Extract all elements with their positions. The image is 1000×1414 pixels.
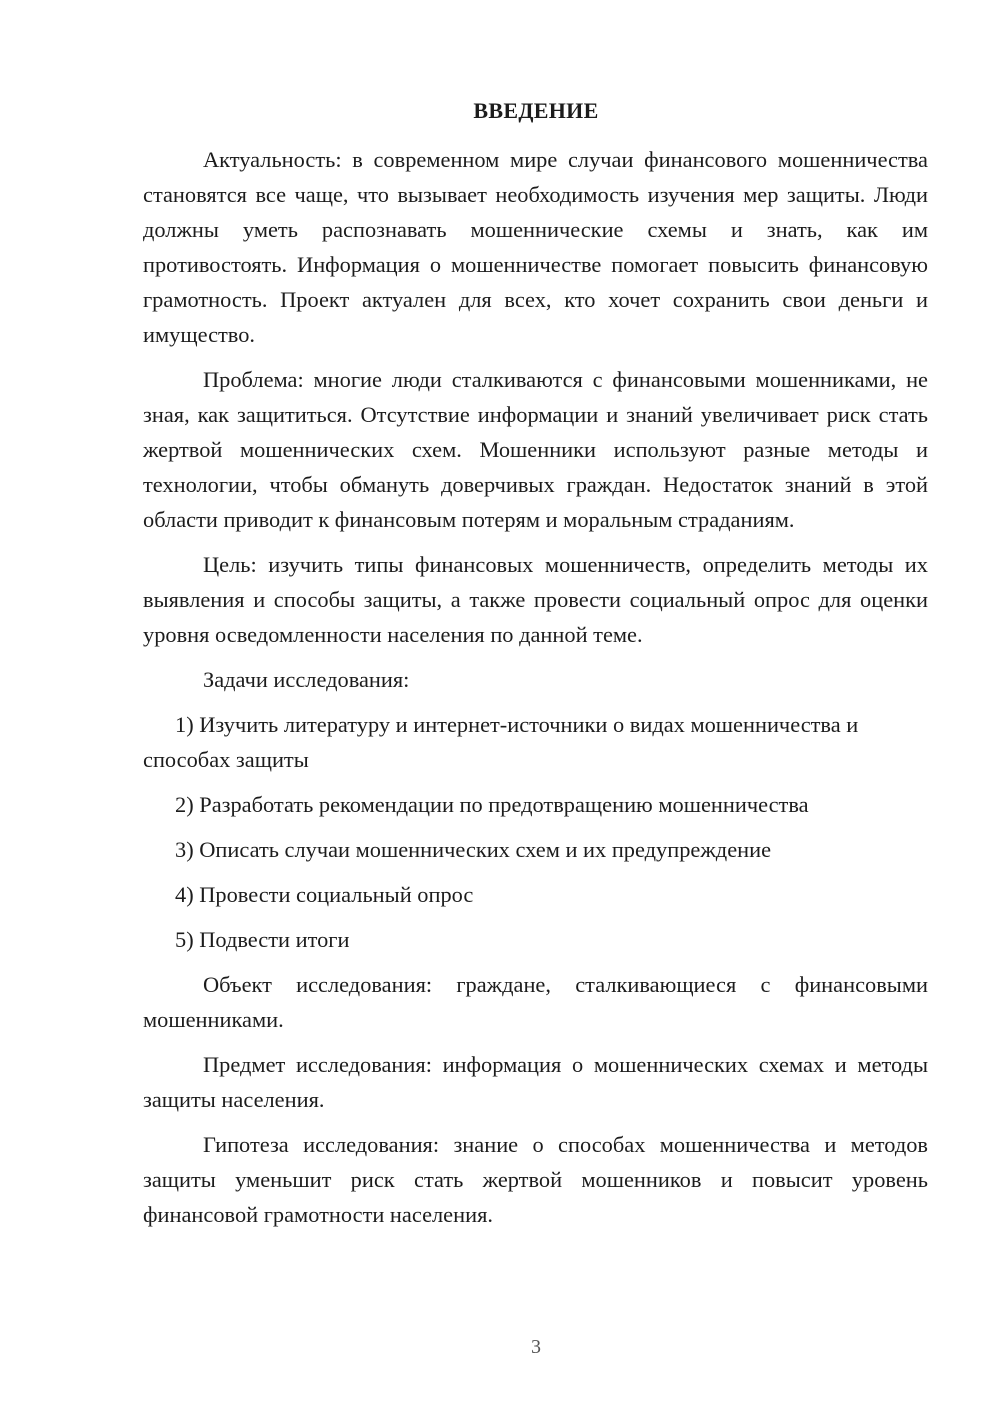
paragraph-relevance: Актуальность: в современном мире случаи финансового мошенничества становятся все чаще, что вызывает необходимость изучения мер защиты. Люди должны уметь распознавать мошеннические схемы и знать, как им противостоять. Информация о мошенничестве помогает повысить финансовую грамотность. Проект актуален для всех, кто хочет сохранить свои деньги и имущество. bbox=[143, 147, 928, 347]
paragraph-subject: Предмет исследования: информация о мошеннических схемах и методы защиты населения. bbox=[143, 1052, 928, 1112]
tasks-heading: Задачи исследования: bbox=[203, 667, 410, 692]
paragraph-object: Объект исследования: граждане, сталкивающиеся с финансовыми мошенниками. bbox=[143, 972, 928, 1032]
list-item-task-4: 4) Провести социальный опрос bbox=[175, 882, 474, 907]
section-title: ВВЕДЕНИЕ bbox=[473, 98, 599, 123]
paragraph-problem: Проблема: многие люди сталкиваются с финансовыми мошенниками, не зная, как защититься. Отсутствие информации и знаний увеличивает риск стать жертвой мошеннических схем. Мошенники используют разные методы и технологии, чтобы обмануть доверчивых граждан. Недостаток знаний в этой области приводит к финансовым потерям и моральным страданиям. bbox=[143, 367, 928, 532]
page-number: 3 bbox=[531, 1336, 541, 1358]
tasks-list bbox=[143, 707, 928, 957]
list-item-task-1: 1) Изучить литературу и интернет-источники о видах мошенничества и способах защиты bbox=[143, 712, 859, 772]
list-item-task-2: 2) Разработать рекомендации по предотвращению мошенничества bbox=[175, 792, 809, 817]
list-item-task-5: 5) Подвести итоги bbox=[175, 927, 350, 952]
document-body bbox=[143, 142, 928, 1242]
paragraph-goal: Цель: изучить типы финансовых мошенничеств, определить методы их выявления и способы защиты, а также провести социальный опрос для оценки уровня осведомленности населения по данной теме. bbox=[143, 552, 928, 647]
list-item-task-3: 3) Описать случаи мошеннических схем и их предупреждение bbox=[175, 837, 772, 862]
paragraph-hypothesis: Гипотеза исследования: знание о способах мошенничества и методов защиты уменьшит риск стать жертвой мошенников и повысит уровень финансовой грамотности населения. bbox=[143, 1132, 928, 1227]
